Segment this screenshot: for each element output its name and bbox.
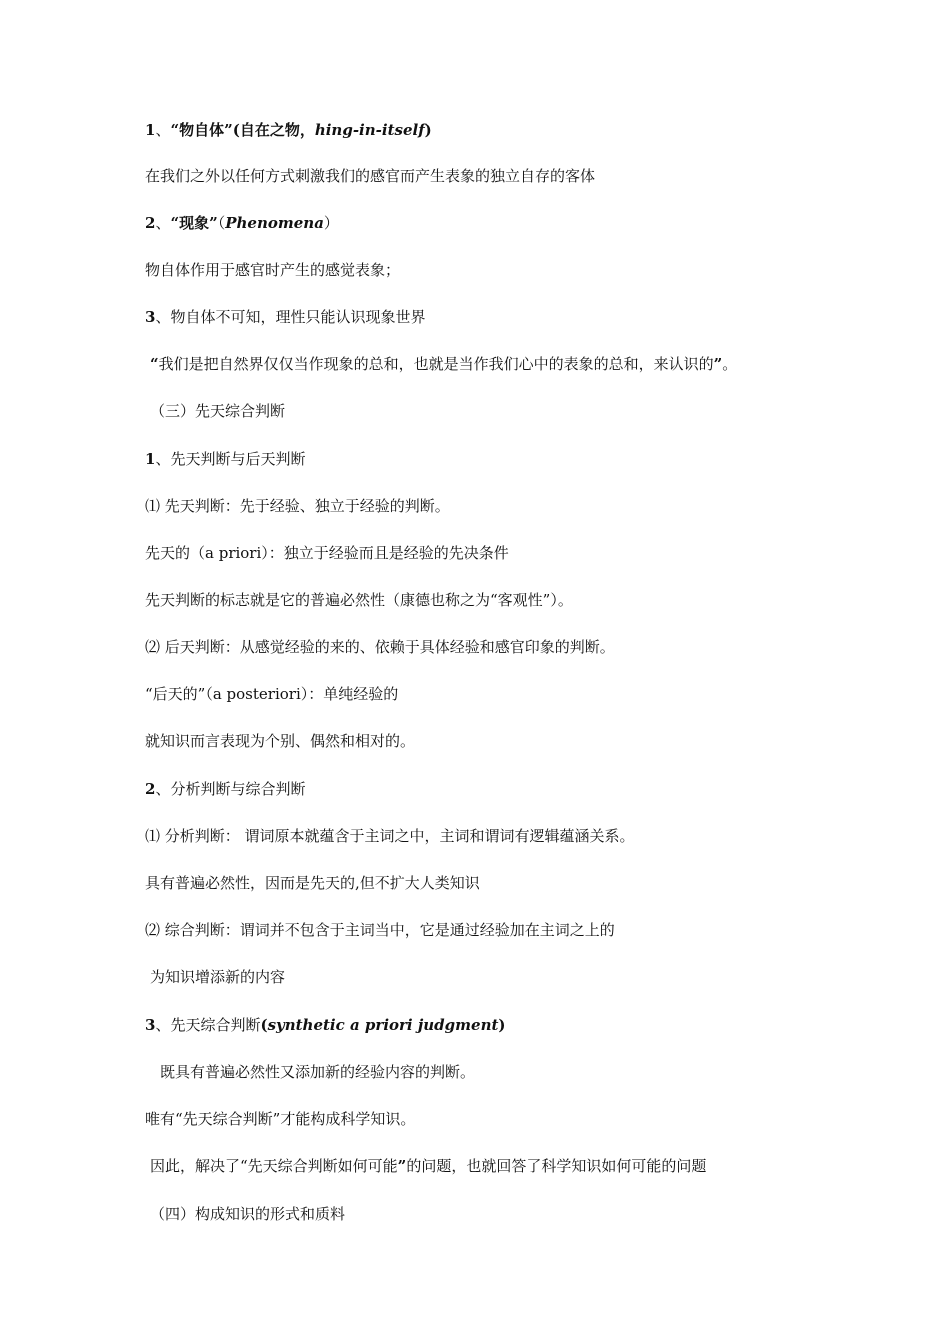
paragraph-line: 唯有“先天综合判断”才能构成科学知识。: [145, 1110, 416, 1128]
heading-english-term: synthetic a priori judgment: [267, 1016, 499, 1034]
heading-separator: 、: [155, 214, 171, 232]
paragraph-line: 为知识增添新的内容: [150, 968, 286, 986]
paragraph-line: 先天的（a priori）：独立于经验而且是经验的先决条件: [145, 544, 509, 562]
heading-paren-open: （: [217, 214, 226, 232]
quote-text: 我们是把自然界仅仅当作现象的总和，也就是当作我们心中的表象的总和，来认识的: [158, 355, 714, 373]
heading-number: 2: [145, 780, 156, 798]
heading-unknowable: [145, 307, 425, 327]
heading-term: “物自体”: [170, 121, 233, 139]
heading-paren-open: (: [260, 1016, 268, 1034]
open-quote: “: [150, 355, 159, 373]
heading-phenomena: [145, 213, 339, 233]
quote-line: [150, 354, 737, 374]
paragraph-line: 先天判断的标志就是它的普遍必然性（康德也称之为“客观性”）。: [145, 591, 573, 609]
section-heading: （四）构成知识的形式和质料: [150, 1205, 346, 1223]
heading-number: 1: [145, 450, 156, 468]
conclusion-line: [150, 1156, 706, 1176]
heading-analytic-synthetic: [145, 779, 305, 799]
paragraph-line: 具有普遍必然性，因而是先天的,但不扩大人类知识: [145, 874, 480, 892]
paragraph-line: 物自体作用于感官时产生的感觉表象；: [145, 261, 401, 279]
conclusion-text-b: 的问题，也就回答了科学知识如何可能的问题: [406, 1157, 707, 1175]
close-quote: ”: [397, 1157, 407, 1175]
section-heading: （三）先天综合判断: [150, 402, 286, 420]
heading-paren-close: ): [498, 1016, 506, 1034]
heading-separator: 、: [155, 121, 171, 139]
heading-paren-close: ): [424, 121, 432, 139]
heading-number: 2: [145, 214, 156, 232]
paragraph-line: ⑵ 综合判断：谓词并不包含于主词当中，它是通过经验加在主词之上的: [145, 921, 615, 939]
heading-number: 3: [145, 308, 156, 326]
paragraph-line: 在我们之外以任何方式刺激我们的感官而产生表象的独立自存的客体: [145, 167, 596, 185]
heading-text: 、先天判断与后天判断: [155, 450, 306, 468]
heading-text: 、分析判断与综合判断: [155, 780, 306, 798]
heading-term: “现象”: [170, 214, 218, 232]
heading-synthetic-a-priori: [145, 1015, 506, 1035]
heading-paren-open: (自在之物，: [232, 121, 315, 139]
paragraph-line: 就知识而言表现为个别、偶然和相对的。: [145, 732, 416, 750]
heading-english-term: Phenomena: [225, 214, 324, 232]
paragraph-line: ⑴ 分析判断： 谓词原本就蕴含于主词之中，主词和谓词有逻辑蕴涵关系。: [145, 827, 635, 845]
conclusion-text-a: 因此，解决了“先天综合判断如何可能: [150, 1157, 398, 1175]
heading-paren-close: ）: [323, 214, 339, 232]
paragraph-line: ⑴ 先天判断：先于经验、独立于经验的判断。: [145, 497, 450, 515]
close-quote: ”: [713, 355, 723, 373]
heading-english-term: hing-in-itself: [314, 121, 425, 139]
heading-number: 1: [145, 121, 156, 139]
paragraph-line: 既具有普遍必然性又添加新的经验内容的判断。: [160, 1063, 476, 1081]
heading-text: 、物自体不可知，理性只能认识现象世界: [155, 308, 426, 326]
paragraph-line: ⑵ 后天判断：从感觉经验的来的、依赖于具体经验和感官印象的判断。: [145, 638, 615, 656]
heading-a-priori-a-posteriori: [145, 449, 305, 469]
heading-text: 、先天综合判断: [155, 1016, 261, 1034]
heading-thing-in-itself: [145, 120, 432, 140]
quote-end: 。: [722, 355, 738, 373]
paragraph-line: “后天的”（a posteriori）：单纯经验的: [145, 685, 399, 703]
heading-number: 3: [145, 1016, 156, 1034]
